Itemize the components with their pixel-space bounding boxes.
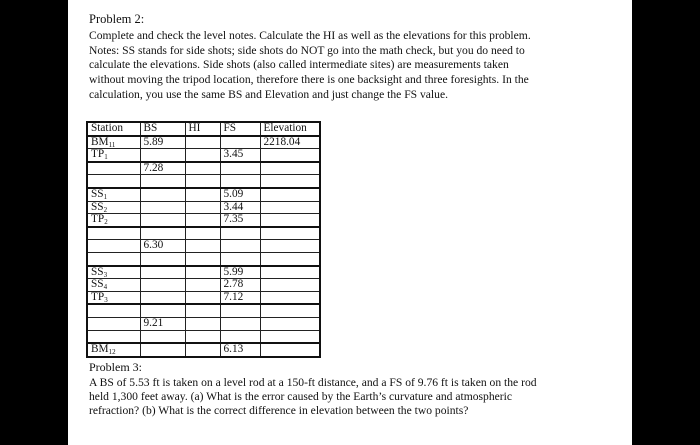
problem-2-line: Complete and check the level notes. Calculate the HI as well as the elevations for this problem. [89, 29, 531, 42]
problem-2-line: calculate the elevations. Side shots (also called intermediate sites) are measurements taken [89, 58, 509, 72]
hi-cell [185, 330, 220, 343]
column-header: HI [185, 122, 220, 136]
station-name: BM [91, 135, 109, 148]
table-row [87, 201, 320, 214]
problem-3-title: Problem 3: [89, 360, 142, 374]
fs-cell [220, 136, 260, 149]
hi-cell [185, 252, 220, 265]
bs-cell [140, 227, 185, 240]
elevation-cell [260, 266, 320, 279]
problem-3-line: A BS of 5.53 ft is taken on a level rod at a 150-ft distance, and a FS of 9.76 ft is taken on the rod [89, 376, 537, 389]
hi-cell [185, 214, 220, 227]
problem-3-line: refraction? (b) What is the correct difference in elevation between the two points? [89, 404, 469, 418]
elevation-cell [260, 317, 320, 330]
problem-2-line: Notes: SS stands for side shots; side shots do NOT go into the math check, but you do need to [89, 43, 525, 57]
station-cell [87, 162, 140, 175]
problem-2-line: calculation, you use the same BS and Elevation and just change the FS value. [89, 87, 448, 101]
elevation-cell [260, 252, 320, 265]
station-cell [87, 304, 140, 317]
table-row [87, 266, 320, 279]
bs-cell [140, 175, 185, 188]
station-cell [87, 175, 140, 188]
station-subscript: 12 [108, 348, 116, 357]
elevation-cell [260, 227, 320, 240]
bs-cell [140, 343, 185, 357]
hi-cell [185, 279, 220, 292]
station-cell [87, 149, 140, 162]
column-header: FS [220, 122, 260, 136]
station-name: SS [91, 265, 104, 278]
station-cell [87, 188, 140, 201]
hi-cell [185, 317, 220, 330]
problem-2-title: Problem 2: [89, 12, 145, 26]
fs-cell [220, 330, 260, 343]
table-row [87, 227, 320, 240]
hi-cell [185, 201, 220, 214]
station-subscript: 3 [103, 270, 108, 279]
station-subscript: 4 [103, 283, 108, 292]
station-name: TP [91, 213, 105, 226]
bs-cell [140, 330, 185, 343]
bs-cell [140, 201, 185, 214]
bs-cell [140, 214, 185, 227]
fs-cell [220, 240, 260, 253]
elevation-cell [260, 149, 320, 162]
fs-cell: 7.35 [220, 214, 260, 227]
table-row [87, 149, 320, 162]
bs-cell [140, 304, 185, 317]
elevation-cell [260, 304, 320, 317]
level-notes-table [86, 121, 321, 358]
bs-cell [140, 149, 185, 162]
bs-cell: 7.28 [140, 162, 185, 175]
bs-cell: 6.30 [140, 240, 185, 253]
hi-cell [185, 343, 220, 357]
station-cell [87, 136, 140, 149]
bs-cell [140, 266, 185, 279]
station-name: SS [91, 187, 104, 200]
table-row [87, 162, 320, 175]
station-subscript: 2 [103, 205, 108, 214]
station-subscript: 1 [103, 192, 108, 201]
column-header: BS [140, 122, 185, 136]
fs-cell [220, 162, 260, 175]
fs-cell: 3.45 [220, 149, 260, 162]
elevation-cell [260, 201, 320, 214]
problem-3-line: held 1,300 feet away. (a) What is the error caused by the Earth’s curvature and atmospheric [89, 390, 513, 404]
elevation-cell [260, 330, 320, 343]
table-row [87, 188, 320, 201]
bs-cell: 5.89 [140, 136, 185, 149]
fs-cell [220, 304, 260, 317]
fs-cell: 6.13 [220, 343, 260, 357]
hi-cell [185, 162, 220, 175]
station-name: TP [91, 291, 105, 303]
table-row [87, 291, 320, 304]
table-row [87, 279, 320, 292]
bs-cell [140, 291, 185, 304]
hi-cell [185, 291, 220, 304]
elevation-cell [260, 240, 320, 253]
elevation-cell [260, 279, 320, 292]
station-cell [87, 330, 140, 343]
station-cell [87, 279, 140, 292]
problem-2-line: without moving the tripod location, therefore there is one backsight and three foresights. In the [89, 73, 529, 87]
document-page [68, 0, 632, 445]
fs-cell: 5.99 [220, 266, 260, 279]
hi-cell [185, 136, 220, 149]
station-cell [87, 240, 140, 253]
column-header: Elevation [260, 122, 320, 136]
bs-cell: 9.21 [140, 317, 185, 330]
fs-cell [220, 252, 260, 265]
table-header-row [87, 122, 320, 136]
table-row [87, 343, 320, 357]
station-cell [87, 227, 140, 240]
station-cell [87, 266, 140, 279]
station-subscript: 3 [104, 295, 108, 304]
fs-cell [220, 175, 260, 188]
problem-3-question [89, 376, 624, 419]
station-cell [87, 201, 140, 214]
fs-cell [220, 317, 260, 330]
table-row [87, 252, 320, 265]
table-row [87, 330, 320, 343]
station-subscript: 1 [104, 153, 108, 162]
station-cell [87, 317, 140, 330]
hi-cell [185, 240, 220, 253]
elevation-cell [260, 162, 320, 175]
fs-cell: 2.78 [220, 279, 260, 292]
elevation-cell [260, 175, 320, 188]
table-row [87, 175, 320, 188]
fs-cell: 3.44 [220, 201, 260, 214]
station-cell [87, 214, 140, 227]
station-name: BM [91, 343, 109, 356]
station-subscript: 2 [104, 218, 108, 227]
hi-cell [185, 227, 220, 240]
hi-cell [185, 266, 220, 279]
hi-cell [185, 149, 220, 162]
hi-cell [185, 188, 220, 201]
station-name: TP [91, 148, 105, 161]
bs-cell [140, 279, 185, 292]
station-cell [87, 343, 140, 357]
elevation-cell [260, 291, 320, 304]
fs-cell: 5.09 [220, 188, 260, 201]
station-name: SS [91, 201, 104, 213]
bs-cell [140, 188, 185, 201]
problem-2-instructions [89, 29, 624, 103]
elevation-cell: 2218.04 [260, 136, 320, 149]
elevation-cell [260, 214, 320, 227]
station-subscript: 11 [108, 140, 116, 149]
bs-cell [140, 252, 185, 265]
hi-cell [185, 304, 220, 317]
station-cell [87, 252, 140, 265]
table-row [87, 214, 320, 227]
column-header: Station [87, 122, 140, 136]
table-row [87, 136, 320, 149]
table-row [87, 317, 320, 330]
station-name: SS [91, 278, 104, 291]
elevation-cell [260, 343, 320, 357]
station-cell [87, 291, 140, 304]
elevation-cell [260, 188, 320, 201]
fs-cell [220, 227, 260, 240]
table-row [87, 240, 320, 253]
hi-cell [185, 175, 220, 188]
fs-cell: 7.12 [220, 291, 260, 304]
table-row [87, 304, 320, 317]
